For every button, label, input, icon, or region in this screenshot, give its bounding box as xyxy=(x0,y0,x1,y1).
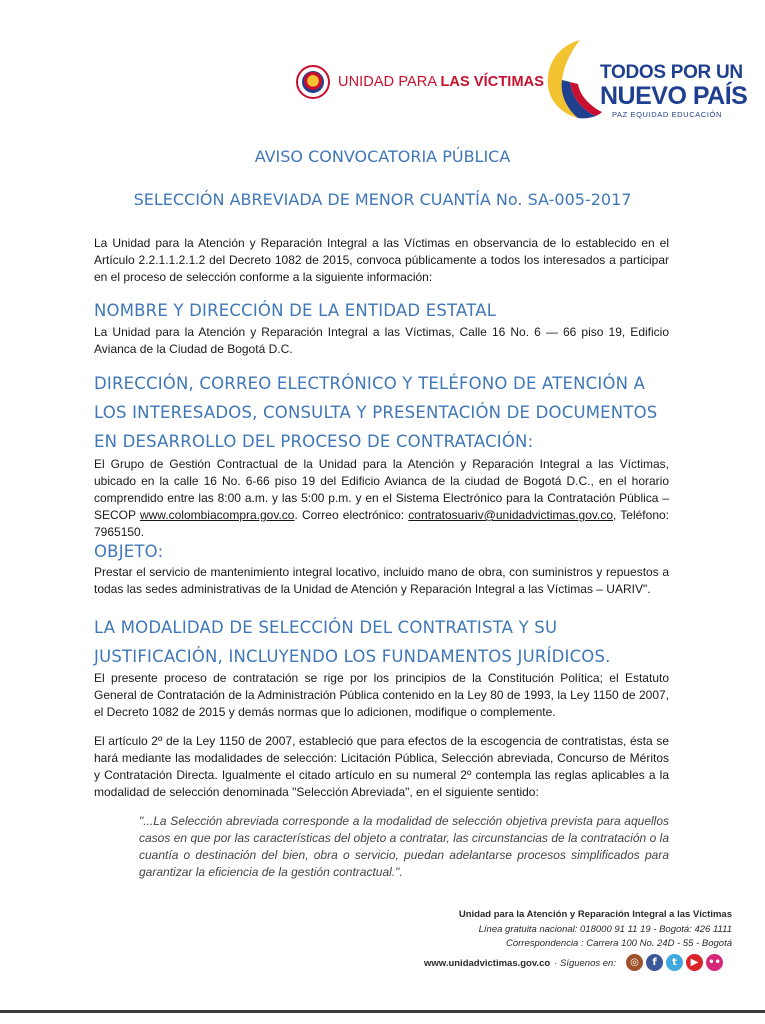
modality-paragraph-1: El presente proceso de contratación se rige por los principios de la Constitución Política; el Estatuto General de Contratación de la Administración Pública contenido en la Ley 80 de 1993, la Ley 1150 de 2007, el Decreto 1082 de 2015 y demás normas que lo adicionen, modifique o complemente. xyxy=(94,671,669,719)
legal-quote: "...La Selección abreviada corresponde a la modalidad de selección objetiva prevista para aquellos casos en que por las características del objeto a contratar, las circunstancias de la contratación o la cuantía o destinación del bien, obra o servicio, puedan adelantarse procesos simplificados para garantizar la eficiencia de la gestión contractual.". xyxy=(139,814,669,879)
notice-title: AVISO CONVOCATORIA PÚBLICA xyxy=(254,147,511,166)
entity-name-heading: NOMBRE Y DIRECCIÓN DE LA ENTIDAD ESTATAL xyxy=(94,301,497,320)
entity-address-paragraph: La Unidad para la Atención y Reparación Integral a las Víctimas, Calle 16 No. 6 — 66 piso 19, Edificio Avianca de la Ciudad de Bogotá D.C. xyxy=(94,325,669,356)
social-icons xyxy=(626,954,723,971)
footer-website-link[interactable]: www.unidadvictimas.gov.co xyxy=(424,958,551,969)
colombia-seal-icon xyxy=(296,65,330,99)
modality-heading: LA MODALIDAD DE SELECCIÓN DEL CONTRATISTA Y SU JUSTIFICACIÓN, INCLUYENDO LOS FUNDAMENTOS JURÍDICOS. xyxy=(94,618,611,666)
footer-web-line xyxy=(424,958,616,969)
bottom-divider xyxy=(0,1010,765,1013)
object-heading: OBJETO: xyxy=(94,542,164,561)
intro-paragraph: La Unidad para la Atención y Reparación Integral a las Víctimas en observancia de lo establecido en el Artículo 2.2.1.1.2.1.2 del Decreto 1082 de 2015, convoca públicamente a todos los interesados a participar en el proceso de selección conforme a la siguiente información: xyxy=(94,236,669,284)
footer-follow-label: · Síguenos en: xyxy=(554,958,616,969)
email-link[interactable]: contratosuariv@unidadvictimas.gov.co xyxy=(408,508,614,522)
twitter-icon[interactable]: t xyxy=(666,954,683,971)
gov-logo-tagline: PAZ EQUIDAD EDUCACIÓN xyxy=(612,110,722,119)
footer-entity: Unidad para la Atención y Reparación Integral a las Víctimas xyxy=(458,909,732,920)
government-logo xyxy=(540,36,748,120)
contact-heading: DIRECCIÓN, CORREO ELECTRÓNICO Y TELÉFONO DE ATENCIÓN A LOS INTERESADOS, CONSULTA Y PRESENTACIÓN DE DOCUMENTOS EN DESARROLLO DEL PROCESO DE CONTRATACIÓN: xyxy=(94,374,658,451)
instagram-icon[interactable]: ◎ xyxy=(626,954,643,971)
gov-logo-line1: TODOS POR UN xyxy=(600,62,743,83)
gov-logo-line2: NUEVO PAÍS xyxy=(600,82,748,110)
footer-phone-line: Línea gratuita nacional: 018000 91 11 19 - Bogotá: 426 1111 xyxy=(478,924,732,935)
facebook-icon[interactable]: f xyxy=(646,954,663,971)
secop-link[interactable]: www.colombiacompra.gov.co xyxy=(139,508,295,522)
flag-swoosh-icon xyxy=(540,36,602,120)
flickr-icon[interactable]: •• xyxy=(706,954,723,971)
object-paragraph: Prestar el servicio de mantenimiento integral locativo, incluido mano de obra, con suministros y repuestos a todas las sedes administrativas de la Unidad de Atención y Reparación Integral a las Víctimas – UARIV". xyxy=(94,565,669,596)
victims-unit-logo xyxy=(296,62,544,102)
modality-paragraph-2: El artículo 2º de la Ley 1150 de 2007, estableció que para efectos de la escogencia de contratistas, ésta se hará mediante las modalidades de selección: Licitación Pública, Selección abreviada, Concurso de Méritos y Contratación Directa. Igualmente el citado artículo en su numeral 2º contempla las reglas aplicables a la modalidad de selección denominada "Selección Abreviada", en el siguiente sentido: xyxy=(94,734,669,799)
youtube-icon[interactable]: ▶ xyxy=(686,954,703,971)
process-title: SELECCIÓN ABREVIADA DE MENOR CUANTÍA No. SA-005-2017 xyxy=(133,190,632,209)
contact-paragraph: El Grupo de Gestión Contractual de la Unidad para la Atención y Reparación Integral a las Víctimas, ubicado en la calle 16 No. 6-66 piso 19 del Edificio Avianca de la ciudad de Bogotá D.C., en el horario comprendido entre las 8:00 a.m. y las 5:00 p.m. y en el Sistema Electrónico para la Contratación Pública – SECOP www.colombiacompra.gov.co. Correo electrónico: contratosuariv@unidadvictimas.gov.co, Teléfono: 7965150. xyxy=(94,457,669,539)
footer-correspondence: Correspondencia : Carrera 100 No. 24D - 55 - Bogotá xyxy=(505,938,732,949)
victims-unit-logo-text: UNIDAD PARA LAS VÍCTIMAS xyxy=(338,74,544,90)
